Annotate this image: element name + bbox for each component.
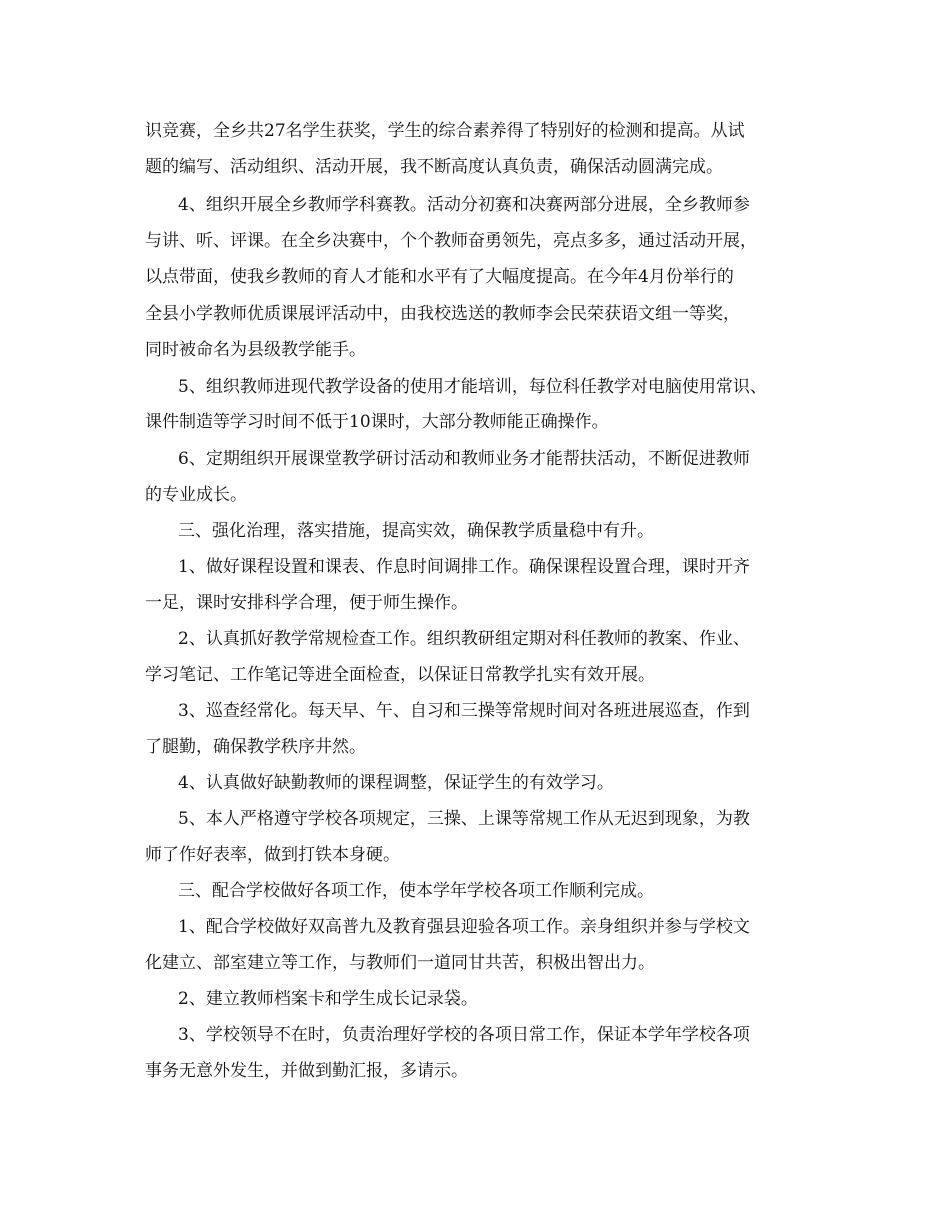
text-line: 全县小学教师优质课展评活动中，由我校选送的教师李会民荣获语文组一等奖， [145,304,740,324]
text-line: 2、认真抓好教学常规检查工作。组织教研组定期对科任教师的教案、作业、 [178,629,750,649]
text-line: 5、组织教师进现代教学设备的使用才能培训，每位科任教学对电脑使用常识、 [178,377,767,397]
text-line: 了腿勤，确保教学秩序井然。 [145,737,366,757]
text-line: 2、建立教师档案卡和学生成长记录袋。 [178,989,478,1009]
text-line: 化建立、部室建立等工作，与教师们一道同甘共苦，积极出智出力。 [145,953,655,973]
text-line: 题的编写、活动组织、活动开展，我不断高度认真负责，确保活动圆满完成。 [145,157,723,177]
text-line: 3、学校领导不在时，负责治理好学校的各项日常工作，保证本学年学校各项 [178,1025,750,1045]
text-line: 以点带面，使我乡教师的育人才能和水平有了大幅度提高。在今年4月份举行的 [145,267,734,287]
text-line: 1、做好课程设置和课表、作息时间调排工作。确保课程设置合理，课时开齐 [178,557,750,577]
text-line: 1、配合学校做好双高普九及教育强县迎验各项工作。亲身组织并参与学校文 [178,917,750,937]
text-line: 识竞赛，全乡共27名学生获奖，学生的综合素养得了特别好的检测和提高。从试 [145,121,745,141]
text-line: 6、定期组织开展课堂教学研讨活动和教师业务才能帮扶活动，不断促进教师 [178,449,750,469]
text-line: 课件制造等学习时间不低于10课时，大部分教师能正确操作。 [145,412,609,432]
section-heading: 三、强化治理，落实措施，提高实效，确保教学质量稳中有升。 [178,521,654,541]
text-line: 的专业成长。 [145,485,247,505]
section-heading: 三、配合学校做好各项工作，使本学年学校各项工作顺利完成。 [178,881,654,901]
text-line: 5、本人严格遵守学校各项规定，三操、上课等常规工作从无迟到现象，为教 [178,809,750,829]
text-line: 学习笔记、工作笔记等进全面检查，以保证日常教学扎实有效开展。 [145,665,655,685]
text-line: 与讲、听、评课。在全乡决赛中，个个教师奋勇领先，亮点多多，通过活动开展， [145,231,757,251]
text-line: 事务无意外发生，并做到勤汇报，多请示。 [145,1061,468,1081]
text-line: 4、组织开展全乡教师学科赛教。活动分初赛和决赛两部分进展，全乡教师参 [178,195,750,215]
text-line: 3、巡查经常化。每天早、午、自习和三操等常规时间对各班进展巡查，作到 [178,701,750,721]
text-line: 同时被命名为县级教学能手。 [145,340,366,360]
text-line: 师了作好表率，做到打铁本身硬。 [145,845,400,865]
text-line: 4、认真做好缺勤教师的课程调整，保证学生的有效学习。 [178,773,614,793]
text-line: 一足，课时安排科学合理，便于师生操作。 [145,593,468,613]
